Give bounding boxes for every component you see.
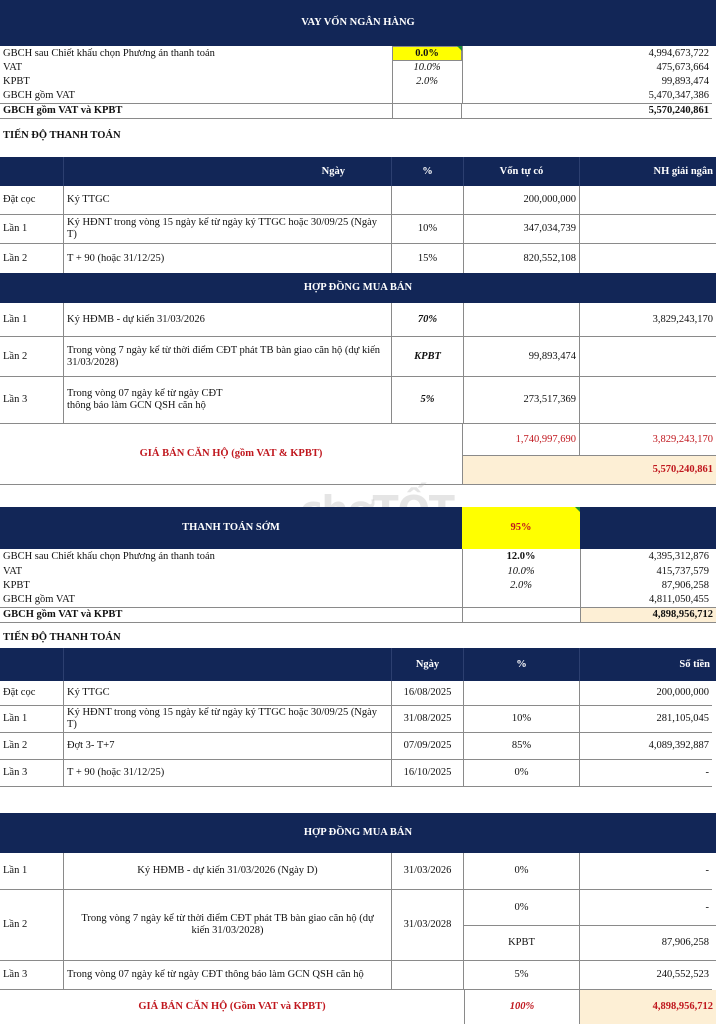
table-row-von: 200,000,000 (464, 186, 580, 215)
table-row-amount: - (580, 760, 712, 787)
s1-grand-total: 5,570,240,861 (462, 455, 716, 484)
s1-total-label: GIÁ BÁN CĂN HỘ (gồm VAT & KPBT) (139, 448, 323, 459)
s1-total-nh: 3,829,243,170 (652, 433, 713, 445)
s2-title-bar (0, 507, 716, 549)
table-row-pct: 0% (464, 760, 580, 787)
table-row-pct: 5% (464, 961, 580, 990)
table-row-pct: KPBT (392, 337, 464, 377)
col-ngay: Ngày (392, 648, 464, 681)
s2-title-rate: 95% (462, 507, 580, 549)
s1-row-value: 99,893,474 (661, 76, 709, 87)
col-von: Vốn tự có (464, 157, 580, 186)
table-row-date: 31/03/2028 (392, 890, 464, 961)
s1-row-value: 4,994,673,722 (648, 47, 709, 59)
s2-pay-table (0, 681, 716, 787)
s1-row-rate: 10.0% (413, 62, 441, 73)
table-row-date: 16/08/2025 (392, 681, 464, 706)
table-row-desc: Ký HĐNT trong vòng 15 ngày kể từ ngày ký TTGC hoặc 30/09/25 (Ngày T) (64, 706, 392, 733)
table-row-amount: 240,552,523 (580, 961, 712, 990)
table-row-pct: 70% (392, 303, 464, 337)
s2-total-pct: 100% (464, 990, 580, 1024)
s2-summary (0, 549, 716, 623)
table-row-von: 347,034,739 (464, 215, 580, 244)
s2-row-label: GBCH gồm VAT (3, 594, 75, 605)
table-row-pct: 10% (392, 215, 464, 244)
table-row-desc: Trong vòng 7 ngày kể từ thời điểm CĐT phát TB bàn giao căn hộ (dự kiến 31/03/2028) (64, 337, 392, 377)
table-row-nh (580, 186, 716, 215)
s1-row-rate: 0.0% (392, 46, 462, 61)
table-row-stage: Lần 2 (0, 337, 64, 377)
s2-row-label: GBCH gồm VAT và KPBT (0, 607, 462, 623)
s2-row-rate: 12.0% (506, 551, 536, 562)
s1-title: VAY VỐN NGÂN HÀNG (0, 0, 716, 46)
table-row-pct (464, 681, 580, 706)
table-row-stage: Lần 3 (0, 760, 64, 787)
table-row-desc: Ký HĐNT trong vòng 15 ngày kể từ ngày ký TTGC hoặc 30/09/25 (Ngày T) (64, 215, 392, 244)
table-row-desc: Ký HĐMB - dự kiến 31/03/2026 (64, 303, 392, 337)
s2-total (0, 990, 716, 1024)
s2-row-value: 415,737,579 (656, 566, 709, 577)
table-row-stage: Lần 1 (0, 215, 64, 244)
table-row-desc: Ký TTGC (64, 186, 392, 215)
table-row-pct (392, 186, 464, 215)
s2-row-rate: 10.0% (507, 566, 535, 577)
table-row-pct-kpbt: KPBT (464, 925, 580, 961)
col-pct: % (392, 157, 464, 186)
s2-row-label: VAT (3, 566, 23, 577)
table-row-desc: Trong vòng 07 ngày kể từ ngày CĐT thông báo làm GCN QSH căn hộ (64, 377, 392, 423)
s1-row-label: VAT (3, 62, 23, 73)
table-row-nh (580, 215, 716, 244)
s1-summary (0, 46, 716, 120)
col-amount: Số tiền (679, 658, 710, 670)
table-row-date: 31/03/2026 (392, 853, 464, 890)
s1-pay-table (0, 186, 716, 273)
col-nh: NH giải ngân (653, 165, 713, 177)
table-row-nh (580, 244, 716, 273)
s2-progress-title: TIẾN ĐỘ THANH TOÁN (3, 632, 121, 643)
table-row-stage: Lần 3 (0, 377, 64, 423)
table-row-stage: Lần 1 (0, 303, 64, 337)
s2-title: THANH TOÁN SỚM (182, 522, 280, 533)
table-row-stage: Lần 3 (0, 961, 64, 990)
table-row-desc: Trong vòng 7 ngày kể từ thời điểm CĐT phát TB bàn giao căn hộ (dự kiến 31/03/2028) (64, 890, 392, 961)
s1-row-value: 475,673,664 (656, 62, 709, 73)
table-row-nh (580, 337, 716, 377)
s2-row-rate: 2.0% (510, 580, 532, 591)
col-ngay: Ngày (64, 157, 392, 186)
s2-row-label: KPBT (3, 580, 30, 591)
table-row-amount: 281,105,045 (580, 706, 712, 733)
s2-row-value: 4,395,312,876 (648, 551, 709, 562)
table-row-von: 99,893,474 (464, 337, 580, 377)
table-row-amount: 4,089,392,887 (580, 733, 712, 760)
s1-row-label: GBCH gồm VAT và KPBT (0, 103, 392, 119)
table-row-von (464, 303, 580, 337)
s1-progress-title: TIẾN ĐỘ THANH TOÁN (3, 130, 121, 141)
table-row-amount: - (580, 853, 712, 890)
s1-total-von: 1,740,997,690 (462, 424, 580, 455)
table-row-pct: 0% (464, 853, 580, 890)
s1-total (0, 423, 716, 485)
s1-contract-table (0, 303, 716, 423)
table-row-pct: 5% (392, 377, 464, 423)
table-row-pct: 10% (464, 706, 580, 733)
s1-row-rate: 2.0% (416, 76, 438, 87)
table-row-stage: Lần 2 (0, 244, 64, 273)
s1-row-value: 5,470,347,386 (648, 90, 709, 101)
s2-row-label: GBCH sau Chiết khấu chọn Phương án thanh toán (3, 551, 215, 562)
table-row-pct: 85% (464, 733, 580, 760)
s2-row-value: 87,906,258 (661, 580, 709, 591)
table-row-von: 820,552,108 (464, 244, 580, 273)
table-row-desc: T + 90 (hoặc 31/12/25) (64, 244, 392, 273)
table-row-stage: Lần 2 (0, 733, 64, 760)
table-row-von: 273,517,369 (464, 377, 580, 423)
table-row-stage: Đặt cọc (0, 681, 64, 706)
col-pct: % (464, 648, 580, 681)
table-row-date (392, 961, 464, 990)
table-row-date: 07/09/2025 (392, 733, 464, 760)
table-row-pct: 15% (392, 244, 464, 273)
s2-row-value: 4,898,956,712 (580, 607, 716, 623)
table-row-amount: - (705, 901, 709, 913)
table-row-desc: Đợt 3- T+7 (64, 733, 392, 760)
s2-total-label: GIÁ BÁN CĂN HỘ (Gồm VAT và KPBT) (138, 1001, 326, 1012)
table-row-nh: 3,829,243,170 (580, 303, 716, 337)
table-row-date: 16/10/2025 (392, 760, 464, 787)
s1-row-label: GBCH sau Chiết khấu chọn Phương án thanh toán (3, 47, 215, 59)
s1-table-header (0, 157, 716, 186)
s2-total-amount: 4,898,956,712 (580, 990, 716, 1024)
s1-row-value: 5,570,240,861 (462, 103, 712, 119)
s1-contract-title: HỢP ĐỒNG MUA BÁN (0, 273, 716, 303)
s2-table-header (0, 648, 716, 681)
table-row-desc: Ký TTGC (64, 681, 392, 706)
s2-contract-title: HỢP ĐỒNG MUA BÁN (0, 813, 716, 853)
table-row-nh (580, 377, 716, 423)
table-row-pct: 0% (464, 890, 580, 925)
s2-row-value: 4,811,050,455 (649, 594, 709, 605)
table-row-desc: Ký HĐMB - dự kiến 31/03/2026 (Ngày D) (64, 853, 392, 890)
table-row-stage: Lần 1 (0, 853, 64, 890)
table-row-desc: T + 90 (hoặc 31/12/25) (64, 760, 392, 787)
table-row-stage: Đặt cọc (0, 186, 64, 215)
s1-row-label: GBCH gồm VAT (3, 90, 75, 101)
s1-row-label: KPBT (3, 76, 30, 87)
table-row-stage: Lần 1 (0, 706, 64, 733)
table-row-desc: Trong vòng 07 ngày kể từ ngày CĐT thông báo làm GCN QSH căn hộ (64, 961, 392, 990)
s2-contract-table (0, 853, 716, 990)
table-row-stage: Lần 2 (0, 890, 64, 961)
table-row-date: 31/08/2025 (392, 706, 464, 733)
table-row-amount: 200,000,000 (580, 681, 712, 706)
table-row-amount-kpbt: 87,906,258 (580, 925, 716, 961)
